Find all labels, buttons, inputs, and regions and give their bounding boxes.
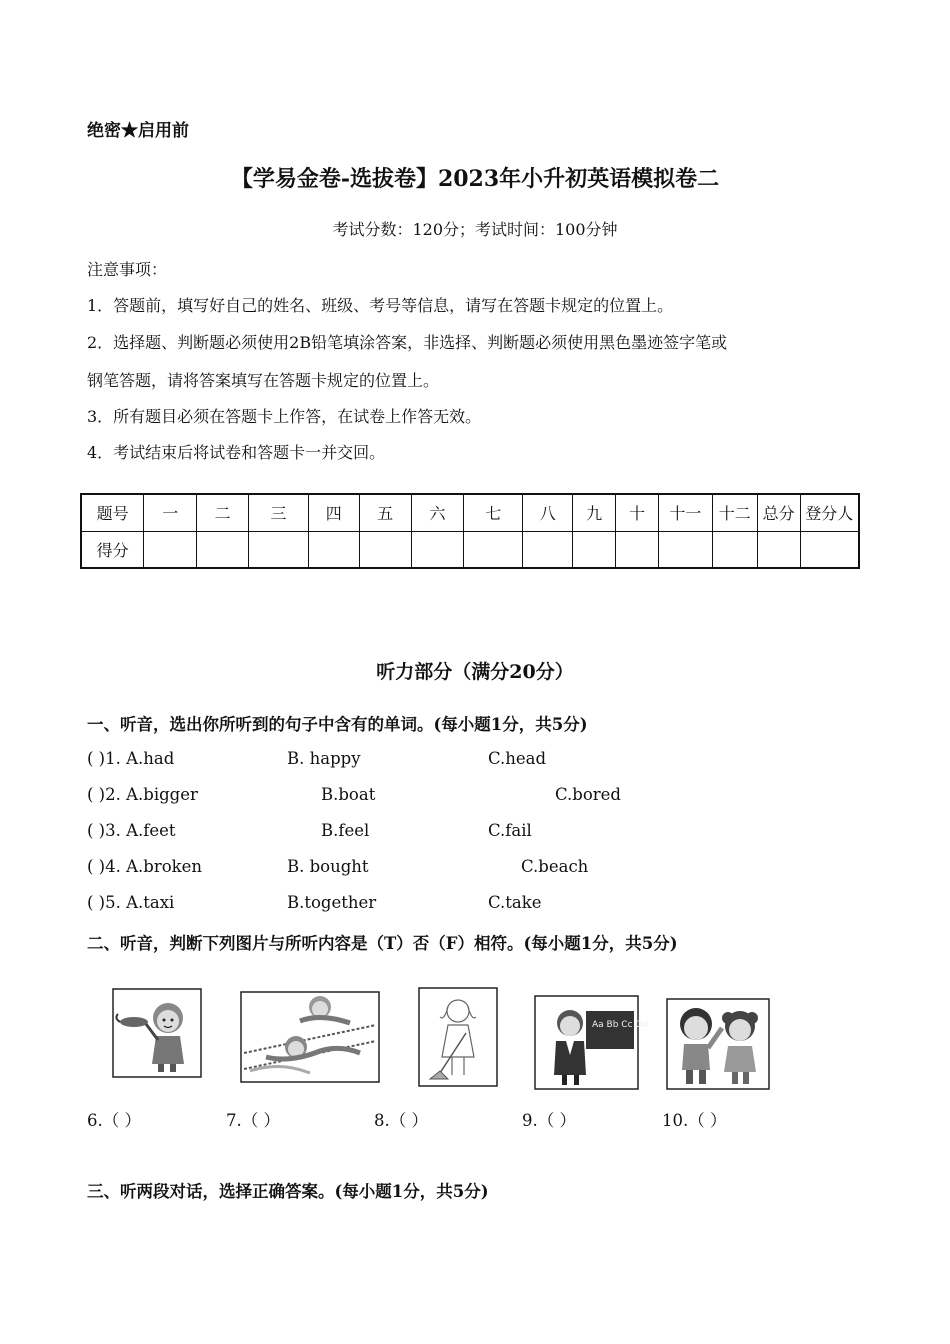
children-swimming-picture bbox=[240, 991, 380, 1083]
part2-heading: 二、听音，判断下列图片与所听内容是（T）否（F）相符。(每小题1分，共5分) bbox=[87, 934, 678, 953]
question-3-b: B.feel bbox=[321, 821, 370, 840]
score-cell[interactable] bbox=[464, 531, 523, 568]
question-2-b: B.boat bbox=[321, 785, 376, 804]
question-4-a: ( )4. A.broken bbox=[87, 857, 203, 876]
score-cell[interactable] bbox=[308, 531, 359, 568]
score-cell[interactable] bbox=[411, 531, 464, 568]
score-cell[interactable] bbox=[800, 531, 859, 568]
note-item: 2．选择题、判断题必须使用2B铅笔填涂答案，非选择、判断题必须使用黑色墨迹签字笔或 bbox=[87, 333, 728, 352]
score-cell[interactable] bbox=[249, 531, 309, 568]
note-item: 钢笔答题，请将答案填写在答题卡规定的位置上。 bbox=[87, 371, 440, 390]
question-1-a: ( )1. A.had bbox=[87, 749, 175, 768]
score-col-header: 十一 bbox=[658, 494, 712, 531]
question-5-a: ( )5. A.taxi bbox=[87, 893, 175, 912]
question-2-c: C.bored bbox=[555, 785, 621, 804]
part1-heading: 一、听音，选出你所听到的句子中含有的单词。(每小题1分，共5分) bbox=[87, 715, 588, 734]
notes-heading: 注意事项： bbox=[87, 260, 168, 279]
question-4-c: C.beach bbox=[521, 857, 589, 876]
score-col-header: 三 bbox=[249, 494, 309, 531]
part3-heading: 三、听两段对话，选择正确答案。(每小题1分，共5分) bbox=[87, 1182, 489, 1201]
blackboard-text: Aa Bb Cc Dd bbox=[592, 1020, 649, 1030]
score-col-header: 九 bbox=[573, 494, 616, 531]
note-item: 4．考试结束后将试卷和答题卡一并交回。 bbox=[87, 443, 386, 462]
answer-10[interactable]: 10.（ ） bbox=[662, 1111, 727, 1130]
exam-info: 考试分数：120分；考试时间：100分钟 bbox=[332, 220, 618, 239]
score-cell[interactable] bbox=[573, 531, 616, 568]
score-col-header: 六 bbox=[411, 494, 464, 531]
score-header-row bbox=[81, 494, 859, 531]
score-col-header: 五 bbox=[359, 494, 411, 531]
note-item: 3．所有题目必须在答题卡上作答，在试卷上作答无效。 bbox=[87, 407, 482, 426]
score-table bbox=[80, 493, 860, 569]
score-col-header: 十 bbox=[616, 494, 659, 531]
score-col-header: 总分 bbox=[757, 494, 800, 531]
girl-cooking-picture bbox=[112, 988, 202, 1078]
question-4-b: B. bought bbox=[287, 857, 369, 876]
answer-8[interactable]: 8.（ ） bbox=[374, 1111, 428, 1130]
score-col-header: 四 bbox=[308, 494, 359, 531]
score-col-header: 二 bbox=[197, 494, 249, 531]
question-3-c: C.fail bbox=[488, 821, 532, 840]
question-5-c: C.take bbox=[488, 893, 542, 912]
answer-7[interactable]: 7.（ ） bbox=[226, 1111, 280, 1130]
score-cell[interactable] bbox=[757, 531, 800, 568]
score-col-header: 七 bbox=[464, 494, 523, 531]
question-2-a: ( )2. A.bigger bbox=[87, 785, 198, 804]
score-cell[interactable] bbox=[359, 531, 411, 568]
teacher-blackboard-picture bbox=[534, 995, 649, 1090]
score-cell[interactable] bbox=[616, 531, 659, 568]
question-5-b: B.together bbox=[287, 893, 377, 912]
boy-and-girl-picture bbox=[666, 998, 770, 1090]
score-cell[interactable] bbox=[144, 531, 197, 568]
score-row-label: 题号 bbox=[81, 494, 144, 531]
note-item: 1．答题前，填写好自己的姓名、班级、考号等信息，请写在答题卡规定的位置上。 bbox=[87, 296, 674, 315]
question-1-c: C.head bbox=[488, 749, 547, 768]
score-col-header: 一 bbox=[144, 494, 197, 531]
page-title: 【学易金卷-选拔卷】2023年小升初英语模拟卷二 bbox=[230, 166, 720, 192]
score-cell[interactable] bbox=[712, 531, 757, 568]
girl-sweeping-picture bbox=[418, 987, 498, 1087]
listening-section-title: 听力部分（满分20分） bbox=[376, 661, 574, 683]
score-col-header: 八 bbox=[523, 494, 573, 531]
question-1-b: B. happy bbox=[287, 749, 361, 768]
score-value-row bbox=[81, 531, 859, 568]
score-col-header: 登分人 bbox=[800, 494, 859, 531]
score-cell[interactable] bbox=[523, 531, 573, 568]
question-3-a: ( )3. A.feet bbox=[87, 821, 176, 840]
score-cell[interactable] bbox=[197, 531, 249, 568]
answer-6[interactable]: 6.（ ） bbox=[87, 1111, 141, 1130]
secret-label: 绝密★启用前 bbox=[87, 121, 189, 141]
answer-9[interactable]: 9.（ ） bbox=[522, 1111, 576, 1130]
score-cell[interactable] bbox=[658, 531, 712, 568]
score-col-header: 十二 bbox=[712, 494, 757, 531]
score-row-label: 得分 bbox=[81, 531, 144, 568]
